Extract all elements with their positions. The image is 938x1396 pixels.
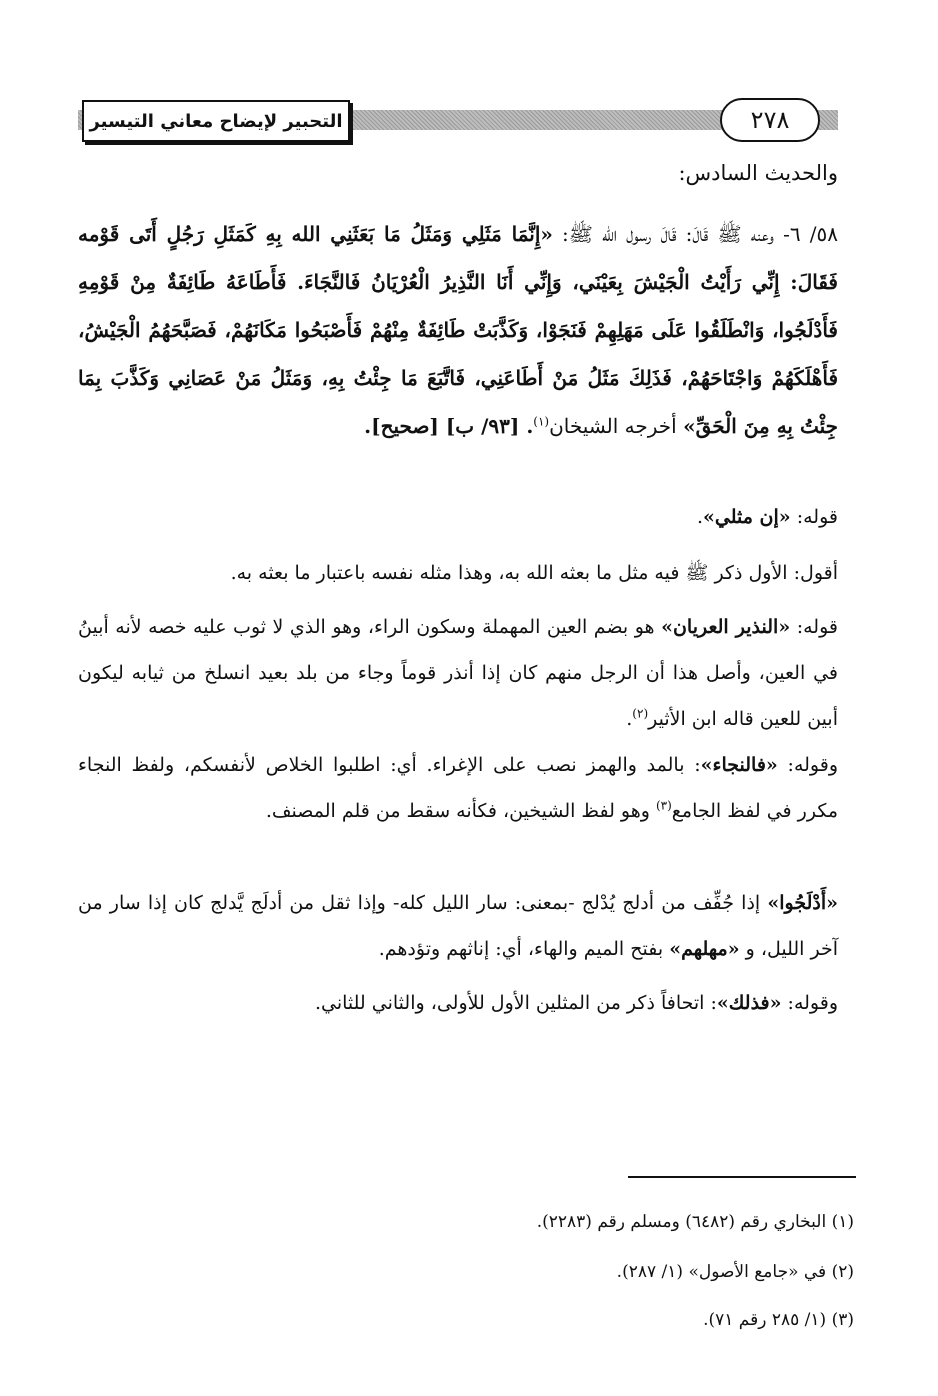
footnote-2: (٢) في «جامع الأصول» (١/ ٢٨٧). <box>616 1262 854 1282</box>
footnote-ref-1: (١) <box>533 414 550 429</box>
commentary-lead: قوله: <box>790 616 838 638</box>
running-header <box>78 96 838 144</box>
footnote-ref-3: (٣) <box>655 798 672 813</box>
commentary-6 <box>78 980 838 1026</box>
book-title: التحبير لإيضاح معاني التيسير <box>82 100 350 142</box>
section-heading: والحديث السادس: <box>678 161 838 185</box>
commentary-term: «فذلك» <box>716 992 782 1014</box>
commentary-lead: قوله: <box>790 506 838 528</box>
footnote-3: (٣) (١/ ٢٨٥ رقم ٧١). <box>703 1310 854 1330</box>
commentary-text: . <box>626 708 633 730</box>
commentary-text: إذا جُفِّف من أدلج يُدْلج -بمعنى: سار الليل كله- وإذا ثقل من أدلَج يَّدلج كان إذا سار من آخر الليل، و <box>78 892 838 960</box>
commentary-text: بفتح الميم والهاء، أي: إناثهم وتؤدهم. <box>378 938 670 960</box>
commentary-text: . <box>696 506 704 528</box>
commentary-4 <box>78 742 838 834</box>
page-number: ٢٧٨ <box>720 98 820 142</box>
footnote-divider <box>628 1176 856 1178</box>
commentary-term: «فالنجاء» <box>700 754 778 776</box>
commentary-text: : اتحافاً ذكر من المثلين الأول للأولى، والثاني للثاني. <box>314 992 717 1014</box>
commentary-term: «إن مثلي» <box>703 506 791 528</box>
commentary-2 <box>78 550 838 596</box>
commentary-5 <box>78 880 838 972</box>
commentary-term: «أَدْلَجُوا» <box>767 892 838 914</box>
commentary-text: هو بضم العين المهملة وسكون الراء، وهو الذي لا ثوب عليه خصه لأنه أبينُ في العين، وأصل هذا أن الرجل منهم كان إذا أنذر قوماً وجاء من بلد بعيد انسلخ من ثيابه ليكون أبين للعين قاله ابن الأثير <box>78 616 838 730</box>
hadith-intro: ٥٨/ ٦- وعنه ﷺ قَالَ: قَالَ رسول الله ﷺ: <box>552 222 838 246</box>
commentary-text: وهو لفظ الشيخين، فكأنه سقط من قلم المصنف. <box>265 800 656 822</box>
commentary-term: «النذير العريان» <box>661 616 791 638</box>
commentary-lead: وقوله: <box>777 754 838 776</box>
commentary-3 <box>78 604 838 742</box>
hadith-text: «إِنَّمَا مَثَلِي وَمَثَلُ مَا بَعَثَنِي الله بِهِ كَمَثَلِ رَجُلٍ أَتَى قَوْمه فَقَالَ: إِنِّي رَأَيْتُ الْجَيْشَ بِعَيْنَي، وَإِنِّي أَنَا النَّذِيرُ الْعُرْيَانُ فَالنَّجَاءَ. فَأَطَاعَهُ طَائِفَةٌ مِنْ قَوْمِهِ فَأَدْلَجُوا، وَانْطَلَقُوا عَلَى مَهَلِهِمْ فَنَجَوْا، وَكَذَّبَتْ طَائِفَةٌ مِنْهُمْ فَأَصْبَحُوا مَكَانَهُمْ، فَصَبَّحَهُمُ الْجَيْشُ، فَأَهْلَكَهُمْ وَاجْتَاحَهُمْ، فَذَلِكَ مَثَلُ مَنْ أَطَاعَنِي، فَاتَّبَعَ مَا جِئْتُ بِهِ، وَمَثَلُ مَنْ عَصَانِي وَكَذَّبَ بِمَا جِئْتُ بِهِ مِنَ الْحَقِّ» <box>78 222 838 438</box>
commentary-text: أقول: الأول ذكر ﷺ فيه مثل ما بعثه الله به، وهذا مثله نفسه باعتبار ما بعثه به. <box>230 562 838 584</box>
footnote-1: (١) البخاري رقم (٦٤٨٢) ومسلم رقم (٢٢٨٣). <box>536 1212 854 1232</box>
commentary-1 <box>78 494 838 540</box>
commentary-text: : بالمد والهمز نصب على الإغراء. أي: اطلبوا الخلاص لأنفسكم، ولفظ النجاء مكرر في لفظ الجامع <box>78 754 838 822</box>
hadith-grading: . [٩٣/ ب] [صحيح]. <box>364 414 534 438</box>
commentary-term: «مهلهم» <box>669 938 740 960</box>
footnote-ref-2: (٢) <box>632 706 649 721</box>
hadith-paragraph <box>78 210 838 450</box>
commentary-lead: وقوله: <box>781 992 838 1014</box>
hadith-source: أخرجه الشيخان <box>549 414 684 438</box>
